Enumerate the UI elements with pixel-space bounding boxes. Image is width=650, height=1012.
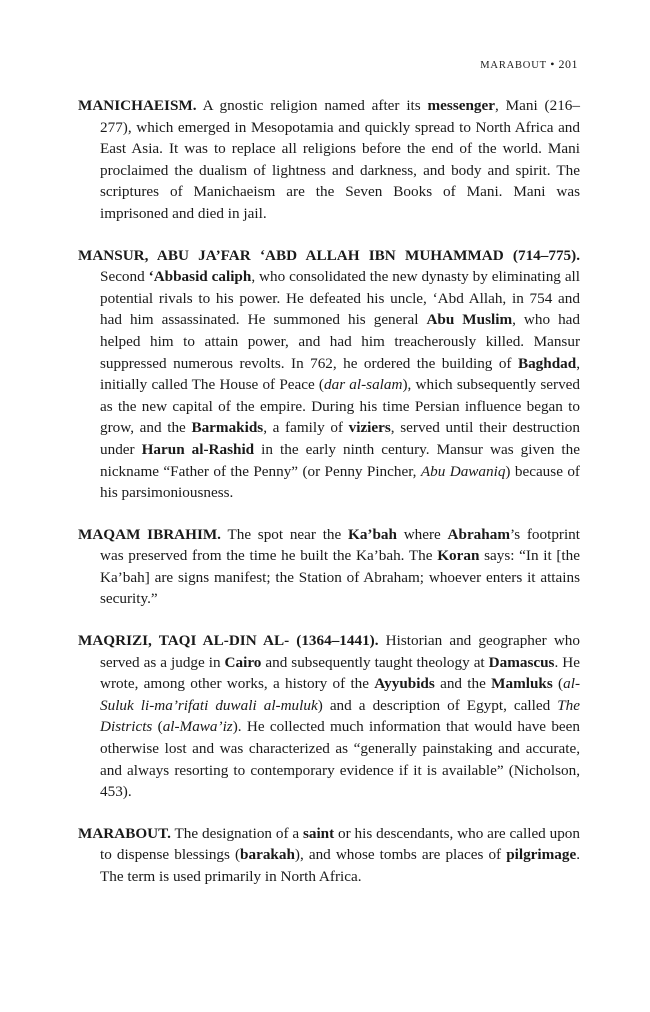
- entry-text: , Mani (216–277), which emerged in Mesopotamia and quickly spread to North Africa and East Asia. It was to replace all religions before the end of the world. Mani proclaimed the dualism of lightness and darkness, and body and spirit. The scriptures of Manichaeism are the Seven Books of Mani. Mani was imprisoned and died in jail.: [100, 97, 580, 222]
- entry-text: , initially called The House of Peace (: [100, 354, 580, 394]
- cross-reference: ‘Abbasid caliph: [148, 268, 252, 286]
- cross-reference: Cairo: [224, 653, 262, 671]
- entry-headword: MAQAM IBRAHIM.: [78, 525, 221, 543]
- entry-text: ) and a description of Egypt, called: [317, 696, 558, 714]
- running-title: MARABOUT: [480, 60, 547, 71]
- entry-text: , a family of: [263, 419, 349, 437]
- italic-term: al-Mawa’iz: [162, 718, 233, 736]
- entry-text: and subsequently taught theology at: [261, 653, 489, 671]
- italic-term: Abu Dawaniq: [420, 462, 506, 480]
- entry-headword: MANICHAEISM.: [78, 97, 197, 114]
- cross-reference: Damascus: [488, 653, 555, 671]
- entry-maqam-ibrahim: [78, 524, 580, 610]
- entry-headword: MARABOUT.: [78, 824, 171, 842]
- entry-text: . The term is used primarily in North Africa.: [100, 846, 581, 885]
- page-body: [78, 95, 580, 908]
- italic-term: al-Suluk li-ma’rifati duwali al-muluk: [100, 675, 580, 714]
- entry-text: The spot near the: [220, 525, 348, 543]
- italic-term: dar al-salam: [324, 376, 403, 394]
- cross-reference: viziers: [348, 419, 391, 437]
- cross-reference: Koran: [437, 547, 480, 565]
- entry-text: , who consolidated the new dynasty by eliminating all potential rivals to his power. He defeated his uncle, ‘Abd Allah, in 754 and had him assassinated. He summoned his general: [100, 268, 580, 329]
- cross-reference: Mamluks: [491, 675, 553, 693]
- cross-reference: Ka’bah: [348, 525, 397, 543]
- cross-reference: Ayyubids: [374, 675, 435, 693]
- entry-text: A gnostic religion named after its: [196, 97, 428, 114]
- cross-reference: Harun al-Rashid: [141, 440, 255, 458]
- cross-reference: Abraham: [447, 525, 510, 543]
- entry-text: where: [396, 525, 448, 543]
- entry-text: The designation of a: [170, 824, 303, 842]
- entry-text: ’s footprint was preserved from the time he built the Ka’bah. The: [100, 525, 580, 565]
- entry-text: ). He collected much information that would have been otherwise lost and was characterized as “generally painstaking and accurate, and always resorting to contemporary evidence if it is available” (Nicholson, 453).: [100, 718, 580, 801]
- entry-text: or his descendants, who are called upon to dispense blessings (: [100, 824, 580, 864]
- entry-text: Second: [100, 268, 149, 286]
- entry-text: (: [152, 718, 163, 736]
- entry-mansur: [78, 245, 580, 504]
- entry-text: in the early ninth century. Mansur was given the nickname “Father of the Penny” (or Penny Pincher,: [100, 440, 580, 480]
- entry-text: ) because of his parsimoniousness.: [100, 462, 580, 502]
- cross-reference: saint: [302, 824, 335, 842]
- running-head: [480, 57, 578, 72]
- cross-reference: Baghdad: [517, 354, 577, 372]
- entry-text: and the: [434, 675, 492, 693]
- entry-text: , who had helped him to attain power, and had him treacherously killed. Mansur suppressed numerous revolts. In 762, he ordered the building of: [100, 311, 580, 372]
- entry-text: (: [552, 675, 564, 693]
- entry-marabout: [78, 823, 580, 888]
- entry-text: ), which subsequently served as the new capital of the empire. During his time Persian influence began to grow, and the: [100, 376, 580, 437]
- entry-text: Historian and geographer who served as a judge in: [100, 632, 580, 671]
- cross-reference: barakah: [240, 846, 295, 864]
- cross-reference: messenger: [427, 97, 496, 114]
- entry-headword: MAQRIZI, TAQI AL-DIN AL- (1364–1441).: [78, 632, 379, 650]
- entry-text: , served until their destruction under: [100, 419, 580, 458]
- cross-reference: pilgrimage: [506, 846, 577, 864]
- page-number: 201: [558, 57, 578, 71]
- italic-term: The Districts: [100, 696, 580, 736]
- cross-reference: Barmakids: [191, 419, 264, 437]
- entry-text: . He wrote, among other works, a history of the: [100, 653, 580, 693]
- cross-reference: Abu Muslim: [426, 311, 513, 329]
- entry-maqrizi: [78, 630, 580, 803]
- entry-headword: MANSUR, ABU JA’FAR ‘ABD ALLAH IBN MUHAMMAD (714–775).: [78, 246, 580, 264]
- entry-manichaeism: [78, 95, 580, 225]
- entry-text: ), and whose tombs are places of: [294, 846, 507, 864]
- entry-text: says: “In it [the Ka’bah] are signs manifest; the Station of Abraham; whoever enters it attains security.”: [100, 547, 580, 608]
- header-separator: •: [550, 57, 555, 71]
